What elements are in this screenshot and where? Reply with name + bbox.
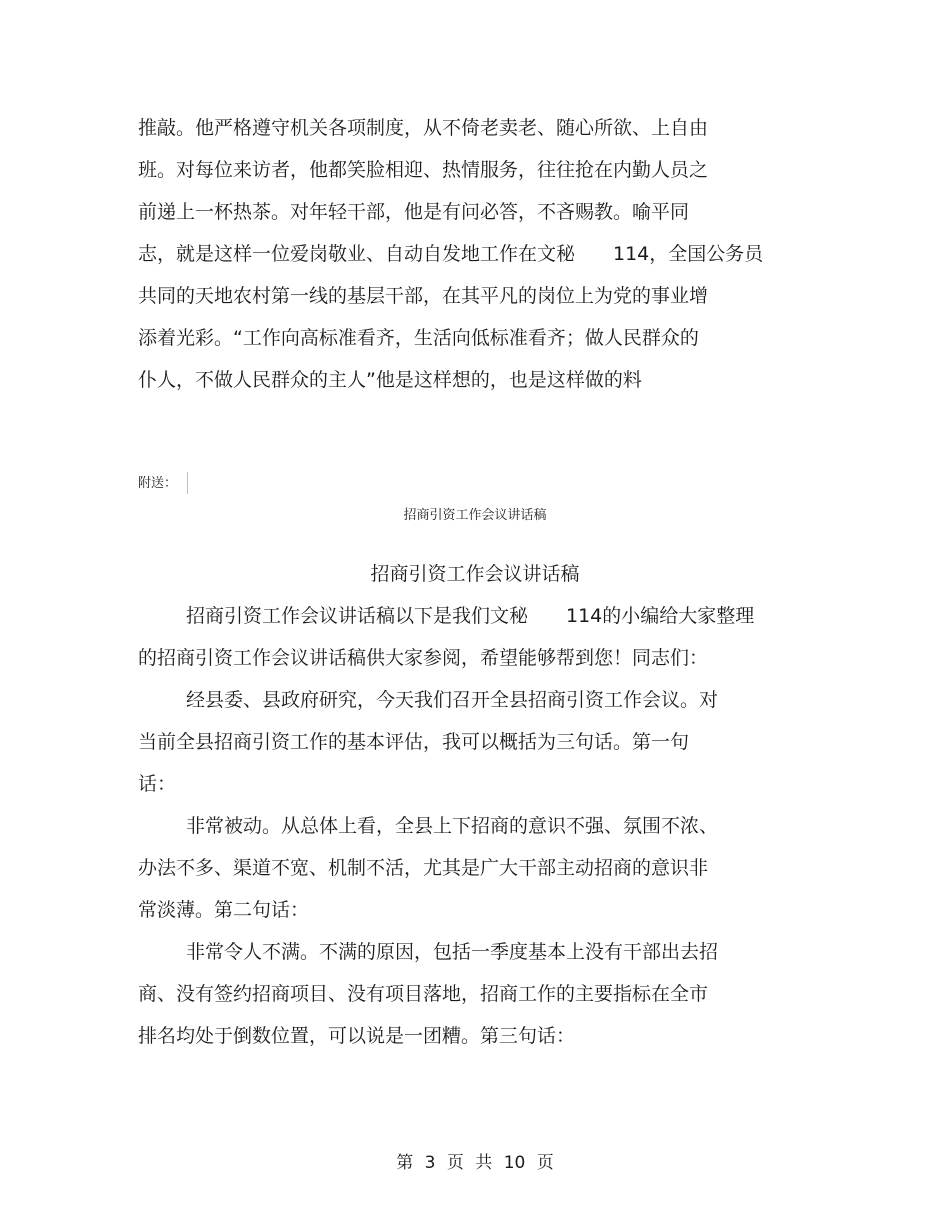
text-line: 添着光彩。“工作向高标准看齐，生活向低标准看齐；做人民群众的 [138,327,699,349]
text-line: 招商引资工作会议讲话稿以下是我们文秘 114的小编给大家整理 [186,605,755,627]
text-line: 推敲。他严格遵守机关各项制度，从不倚老卖老、随心所欲、上自由 [138,117,709,139]
text-line: 志，就是这样一位爱岗敬业、自动自发地工作在文秘 114，全国公务员 [138,243,764,265]
text-line: 排名均处于倒数位置，可以说是一团糟。第三句话： [138,1025,576,1047]
page-number: 第 3 页 共 10 页 [396,1153,554,1173]
divider [187,472,188,494]
text-line: 前递上一杯热茶。对年轻干部，他是有问必答，不吝赐教。喻平同 [138,201,690,223]
page-title: 招商引资工作会议讲话稿 [370,563,580,585]
text-line: 班。对每位来访者，他都笑脸相迎、热情服务，往往抢在内勤人员之 [138,159,709,181]
text-line: 非常令人不满。不满的原因，包括一季度基本上没有干部出去招 [186,941,719,963]
text-line: 常淡薄。第二句话： [138,899,310,921]
text-line: 仆人，不做人民群众的主人”他是这样想的，也是这样做的料 [138,369,642,391]
text-line: 当前全县招商引资工作的基本评估，我可以概括为三句话。第一句 [138,731,690,753]
text-line: 共同的天地农村第一线的基层干部，在其平凡的岗位上为党的事业增 [138,285,709,307]
text-line: 办法不多、渠道不宽、机制不活，尤其是广大干部主动招商的意识非 [138,857,709,879]
text-line: 话： [138,773,177,795]
text-line: 经县委、县政府研究，今天我们召开全县招商引资工作会议。对 [186,689,719,711]
appendix-label: 附送： [138,476,178,491]
text-line: 的招商引资工作会议讲话稿供大家参阅，希望能够帮到您！同志们： [138,647,709,669]
section-heading: 招商引资工作会议讲话稿 [403,508,547,523]
text-line: 商、没有签约招商项目、没有项目落地，招商工作的主要指标在全市 [138,983,709,1005]
text-line: 非常被动。从总体上看，全县上下招商的意识不强、氛围不浓、 [186,815,719,837]
